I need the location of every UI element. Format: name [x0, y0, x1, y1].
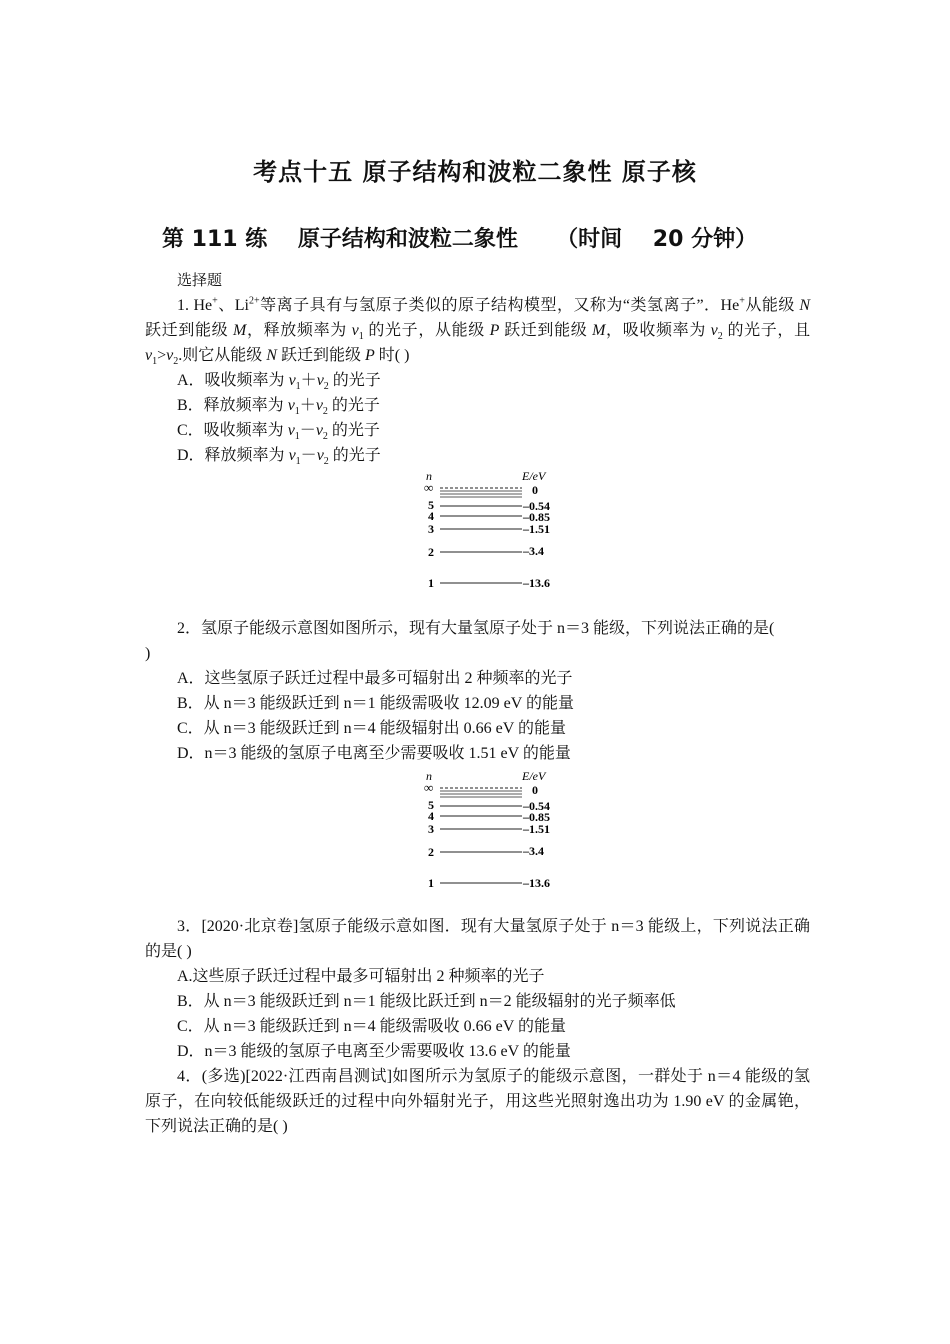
level-label-inf: ∞: [424, 480, 434, 495]
question-1-block: [145, 268, 810, 468]
exercise-title: 第 111 练 原子结构和波粒二象性 （时间 20 分钟）: [162, 227, 758, 252]
energy-value-1: –13.6: [523, 876, 550, 890]
level-label-5: 5: [428, 798, 434, 812]
question-1-option-a: A．吸收频率为 $v_1+v_2$ 的光子: [177, 372, 381, 393]
energy-value-5: –0.54: [523, 799, 550, 813]
level-label-inf: ∞: [424, 780, 434, 795]
question-3-option-b: B．从 n＝3 能级跃迁到 n＝1 能级比跃迁到 n＝2 能级辐射的光子频率低: [177, 993, 676, 1010]
question-4-text: 4．(多选)[2022·江西南昌测试]如图所示为氢原子的能级示意图，一群处于 n＝4 能级的氢原子，在向较低能级跃迁的过程中向外辐射光子，用这些光照射逸出功为 1.90 eV 的金属铯，下列说法正确的是( ): [145, 1068, 810, 1135]
question-2-option-b: B．从 n＝3 能级跃迁到 n＝1 能级需吸收 12.09 eV 的能量: [177, 695, 575, 712]
question-3-option-c: C．从 n＝3 能级跃迁到 n＝4 能级需吸收 0.66 eV 的能量: [177, 1018, 567, 1035]
level-label-2: 2: [428, 845, 434, 859]
energy-value-5: –0.54: [523, 499, 550, 513]
question-2-option-a: A．这些氢原子跃迁过程中最多可辐射出 2 种频率的光子: [177, 670, 573, 687]
level-label-3: 3: [428, 822, 434, 836]
level-label-1: 1: [428, 576, 434, 590]
question-2-block: [145, 616, 810, 766]
energy-level-diagram-1: [420, 468, 570, 594]
energy-value-3: –1.51: [523, 822, 550, 836]
section-heading: 选择题: [177, 271, 223, 289]
energy-value-4: –0.85: [523, 510, 550, 524]
question-2-option-c: C．从 n＝3 能级跃迁到 n＝4 能级辐射出 0.66 eV 的能量: [177, 720, 567, 737]
question-3-option-a: A.这些原子跃迁过程中最多可辐射出 2 种频率的光子: [177, 968, 545, 985]
question-2-text-cont: ): [145, 645, 151, 662]
question-1-option-d: D．释放频率为 $v_1-v_2$ 的光子: [177, 447, 381, 468]
question-1-text: 1. He+、$Li^{2+}$等离子具有与氢原子类似的原子结构模型，又称为“类氢离子”．He+从能级 N 跃迁到能级 M，释放频率为 $v_1$ 的光子，从能级 P 跃迁到能级 M，吸收频率为 $v_2$ 的光子，且 $v_1>v_2$.则它从能级 N 跃迁到能级 P 时( ): [145, 295, 811, 368]
question-3-text: 3．[2020·北京卷]氢原子能级示意如图．现有大量氢原子处于 n＝3 能级上，下列说法正确的是( ): [145, 918, 810, 960]
level-label-2: 2: [428, 545, 434, 559]
energy-value-1: –13.6: [523, 576, 550, 590]
level-label-4: 4: [428, 809, 434, 823]
level-label-3: 3: [428, 522, 434, 536]
energy-value-3: –1.51: [523, 522, 550, 536]
energy-value-0: 0: [532, 783, 538, 797]
question-1-option-b: B．释放频率为 $v_1+v_2$ 的光子: [177, 397, 380, 418]
question-3-block: [145, 914, 810, 1139]
question-1-option-c: C．吸收频率为 $v_1-v_2$ 的光子: [177, 422, 380, 443]
energy-level-diagram-2: [420, 768, 570, 894]
diagram-e-label: E/eV: [522, 769, 546, 783]
energy-value-2: –3.4: [523, 844, 544, 858]
question-2-option-d: D．n＝3 能级的氢原子电离至少需要吸收 1.51 eV 的能量: [177, 745, 571, 762]
chapter-title: 考点十五 原子结构和波粒二象性 原子核: [253, 158, 697, 186]
energy-value-2: –3.4: [523, 544, 544, 558]
diagram-n-label: n: [426, 769, 432, 783]
question-2-text: 2．氢原子能级示意图如图所示，现有大量氢原子处于 n＝3 能级，下列说法正确的是(: [177, 620, 775, 637]
energy-value-0: 0: [532, 483, 538, 497]
level-label-5: 5: [428, 498, 434, 512]
question-3-option-d: D．n＝3 能级的氢原子电离至少需要吸收 13.6 eV 的能量: [177, 1043, 571, 1060]
diagram-e-label: E/eV: [522, 469, 546, 483]
level-label-4: 4: [428, 509, 434, 523]
energy-value-4: –0.85: [523, 810, 550, 824]
diagram-n-label: n: [426, 469, 432, 483]
level-label-1: 1: [428, 876, 434, 890]
